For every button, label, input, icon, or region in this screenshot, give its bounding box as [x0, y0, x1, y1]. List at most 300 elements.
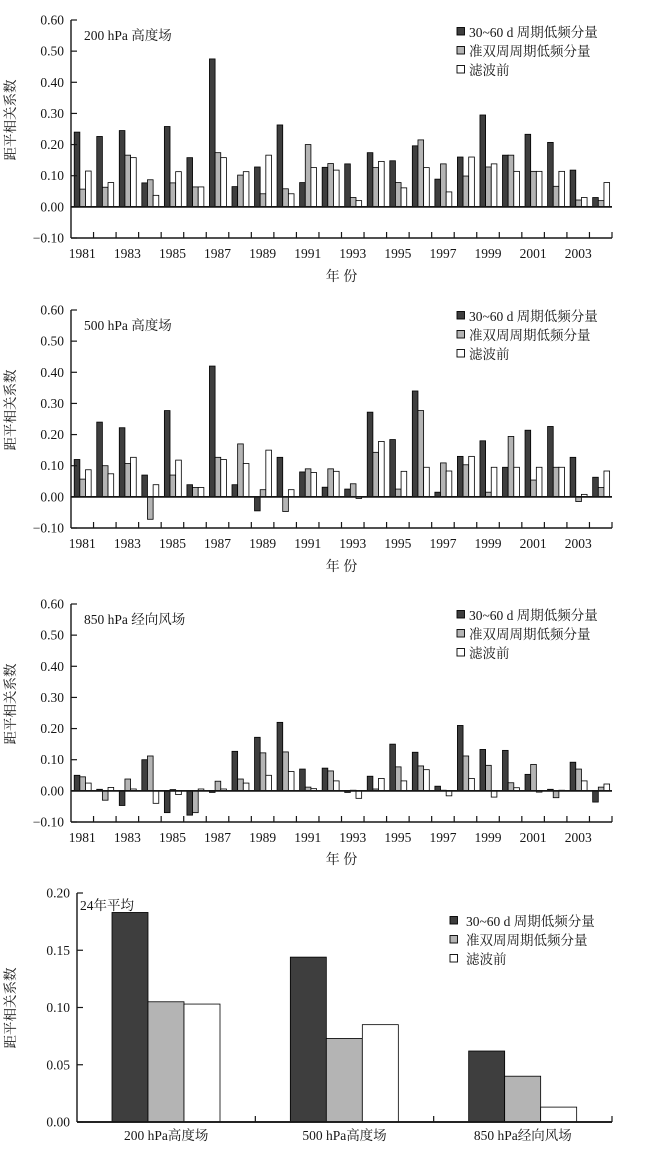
- bar: [153, 791, 159, 803]
- bar: [148, 1002, 184, 1122]
- bar: [491, 467, 497, 497]
- legend-swatch-icon: [457, 350, 465, 358]
- bar: [570, 170, 576, 207]
- bar: [395, 183, 401, 207]
- chart-panel-24yr-average: [0, 870, 656, 1159]
- bar: [446, 192, 452, 207]
- bar: [215, 153, 221, 207]
- chart-panel-850hpa-meridional-wind-field: [0, 580, 656, 870]
- bar: [311, 473, 317, 497]
- bar: [525, 134, 531, 207]
- x-tick-label: 1995: [384, 536, 412, 551]
- bar: [424, 467, 430, 497]
- bar: [125, 464, 131, 497]
- y-tick-label: 0.20: [40, 137, 64, 153]
- x-tick-label: 200 hPa高度场: [123, 1128, 209, 1143]
- legend-swatch-icon: [457, 28, 465, 36]
- y-tick-label: −0.10: [32, 814, 64, 830]
- chart-title: 200 hPa 高度场: [84, 28, 172, 43]
- bar: [593, 198, 599, 207]
- bar: [553, 186, 559, 207]
- chart-200hpa-height-field: [0, 0, 656, 290]
- bar: [379, 161, 385, 206]
- bar: [424, 168, 430, 207]
- bar: [97, 136, 103, 206]
- bar: [401, 781, 407, 791]
- bar: [232, 751, 238, 791]
- bar: [243, 464, 249, 497]
- bar: [193, 791, 199, 813]
- bar: [356, 791, 362, 798]
- bar: [147, 756, 153, 791]
- bar: [283, 497, 289, 512]
- y-tick-label: 0.00: [40, 489, 64, 505]
- y-tick-label: −0.10: [32, 520, 64, 536]
- bar: [266, 155, 272, 207]
- x-axis-label: 年 份: [325, 560, 358, 575]
- x-tick-label: 2001: [519, 830, 547, 845]
- bar: [142, 183, 148, 207]
- bar: [390, 744, 396, 791]
- bar: [486, 167, 492, 207]
- x-tick-label: 2003: [564, 830, 592, 845]
- y-tick-label: 0.40: [40, 658, 64, 674]
- bar: [243, 783, 249, 791]
- bar: [221, 158, 227, 207]
- x-tick-label: 1999: [474, 536, 502, 551]
- bar: [333, 471, 339, 497]
- y-tick-label: 0.00: [40, 783, 64, 799]
- bar: [300, 472, 306, 497]
- bar: [362, 1025, 398, 1122]
- bar: [367, 412, 373, 497]
- legend-label: 30~60 d 周期低频分量: [466, 914, 595, 929]
- bar: [548, 142, 554, 206]
- bar: [576, 200, 582, 207]
- bar: [277, 722, 283, 791]
- x-tick-label: 1987: [204, 246, 232, 261]
- bar: [198, 187, 204, 207]
- legend-label: 准双周周期低频分量: [469, 328, 591, 343]
- bar: [102, 791, 108, 800]
- bars: [74, 722, 609, 815]
- bar: [255, 497, 261, 511]
- y-tick-label: 0.10: [40, 168, 64, 184]
- x-tick-label: 1995: [384, 830, 412, 845]
- bar: [209, 366, 215, 497]
- legend-label: 30~60 d 周期低频分量: [469, 25, 598, 40]
- bar: [300, 769, 306, 791]
- y-tick-label: 0.20: [40, 427, 64, 443]
- bar: [441, 463, 447, 497]
- bar: [553, 467, 559, 497]
- bar: [418, 140, 424, 207]
- bar: [333, 781, 339, 791]
- x-axis: [69, 232, 612, 261]
- bar: [502, 155, 508, 207]
- bar: [215, 781, 221, 791]
- bar: [570, 457, 576, 497]
- bar: [486, 765, 492, 791]
- x-tick-label: 2003: [564, 246, 592, 261]
- bar: [86, 171, 92, 207]
- legend-label: 准双周周期低频分量: [469, 44, 591, 59]
- bar: [80, 479, 86, 497]
- bar: [255, 737, 261, 791]
- bar: [288, 194, 294, 207]
- bar: [108, 183, 114, 207]
- bar: [74, 132, 80, 207]
- legend-swatch-icon: [457, 47, 465, 55]
- bar: [424, 770, 430, 791]
- bar: [193, 488, 199, 497]
- legend-swatch-icon: [457, 312, 465, 320]
- bar: [215, 457, 221, 497]
- y-tick-label: 0.30: [40, 689, 64, 705]
- bar: [491, 164, 497, 207]
- bar: [232, 485, 238, 497]
- bar: [311, 168, 317, 207]
- bar: [395, 767, 401, 791]
- bar: [373, 452, 379, 497]
- bar: [322, 487, 328, 497]
- bar: [102, 187, 108, 207]
- x-tick-label: 2001: [519, 536, 547, 551]
- chart-24yr-average: [0, 870, 656, 1159]
- y-tick-label: 0.10: [46, 1000, 70, 1015]
- bar: [333, 170, 339, 207]
- bar: [147, 497, 153, 519]
- bar: [469, 778, 475, 790]
- x-tick-label: 1991: [294, 830, 322, 845]
- bar: [508, 436, 514, 496]
- bar: [469, 157, 475, 207]
- bar: [170, 475, 176, 497]
- bar: [80, 777, 86, 791]
- bar: [86, 470, 92, 497]
- bar: [412, 391, 418, 497]
- bar: [463, 176, 469, 207]
- bar: [508, 155, 514, 207]
- y-tick-label: 0.05: [46, 1057, 70, 1073]
- x-tick-label: 1997: [429, 536, 457, 551]
- legend: [457, 608, 598, 661]
- bar: [266, 775, 272, 791]
- bar: [373, 168, 379, 207]
- bar: [446, 471, 452, 497]
- x-tick-label: 1985: [158, 536, 186, 551]
- x-tick-label: 1995: [384, 246, 412, 261]
- bar: [326, 1038, 362, 1122]
- x-tick-label: 1989: [249, 246, 277, 261]
- y-tick-label: 0.00: [40, 199, 64, 215]
- bar: [198, 488, 204, 497]
- bar: [531, 171, 537, 207]
- y-tick-label: 0.40: [40, 364, 64, 380]
- bar: [277, 457, 283, 497]
- bar: [541, 1107, 577, 1122]
- bar: [277, 125, 283, 207]
- y-axis: [33, 597, 77, 830]
- legend-label: 滤波前: [466, 952, 507, 967]
- bar: [367, 776, 373, 791]
- y-axis: [33, 303, 77, 536]
- bar: [260, 490, 266, 497]
- bar: [536, 467, 542, 497]
- legend-label: 30~60 d 周期低频分量: [469, 309, 598, 324]
- bar: [164, 127, 170, 207]
- y-tick-label: 0.20: [46, 885, 70, 901]
- bar: [401, 471, 407, 497]
- bar: [525, 774, 531, 791]
- bar: [266, 450, 272, 497]
- bar: [328, 469, 334, 497]
- bar: [570, 762, 576, 791]
- bar: [576, 769, 582, 791]
- bar: [553, 791, 559, 798]
- chart-title: 500 hPa 高度场: [84, 318, 172, 333]
- bar: [187, 485, 193, 497]
- bar: [209, 59, 215, 207]
- bar: [300, 183, 306, 207]
- bar: [176, 460, 182, 497]
- y-axis-label: 距平相关系数: [3, 79, 18, 161]
- x-tick-label: 1989: [249, 536, 277, 551]
- bar: [536, 171, 542, 207]
- bar: [74, 459, 80, 496]
- y-tick-label: 0.60: [40, 302, 64, 318]
- bar: [255, 167, 261, 207]
- bar: [457, 157, 463, 207]
- bar: [505, 1076, 541, 1122]
- legend-swatch-icon: [457, 630, 465, 638]
- legend: [457, 309, 598, 362]
- bar: [125, 155, 131, 207]
- x-tick-label: 500 hPa高度场: [302, 1128, 387, 1143]
- y-tick-label: 0.60: [40, 596, 64, 612]
- bar: [142, 475, 148, 497]
- bar: [119, 131, 125, 207]
- bar: [412, 752, 418, 791]
- y-tick-label: 0.50: [40, 627, 64, 643]
- bar: [502, 467, 508, 497]
- bar: [131, 158, 137, 207]
- y-tick-label: 0.30: [40, 105, 64, 121]
- bar: [142, 760, 148, 791]
- chart-500hpa-height-field: [0, 290, 656, 580]
- legend-swatch-icon: [457, 66, 465, 74]
- bar: [112, 912, 148, 1122]
- bar: [260, 753, 266, 791]
- bar: [119, 428, 125, 497]
- bar: [401, 188, 407, 207]
- bar: [243, 172, 249, 207]
- legend-label: 滤波前: [469, 646, 510, 661]
- bar: [102, 466, 108, 497]
- y-axis-label: 距平相关系数: [3, 663, 18, 745]
- bar: [412, 146, 418, 207]
- x-axis-label: 年 份: [325, 270, 358, 285]
- bar: [345, 489, 351, 497]
- x-tick-label: 1999: [474, 246, 502, 261]
- bars: [74, 59, 609, 207]
- bar: [221, 459, 227, 496]
- legend: [450, 914, 595, 967]
- bar: [350, 484, 356, 497]
- bar: [119, 791, 125, 806]
- bar: [604, 183, 610, 207]
- bar: [193, 187, 199, 207]
- x-tick-label: 2003: [564, 536, 592, 551]
- bar: [418, 766, 424, 791]
- bar: [480, 441, 486, 497]
- bar: [322, 167, 328, 207]
- x-tick-label: 1987: [204, 830, 232, 845]
- bar: [457, 725, 463, 790]
- y-tick-label: 0.00: [46, 1114, 70, 1130]
- bar: [469, 456, 475, 496]
- bar: [164, 791, 170, 813]
- bar: [283, 752, 289, 791]
- x-axis: [69, 816, 612, 845]
- chart-850hpa-meridional-wind-field: [0, 580, 656, 870]
- x-tick-label: 1991: [294, 536, 322, 551]
- x-tick-label: 1981: [68, 246, 96, 261]
- legend-label: 准双周周期低频分量: [469, 627, 591, 642]
- bar: [288, 490, 294, 497]
- bar: [74, 775, 80, 791]
- bar: [457, 456, 463, 496]
- bar: [153, 195, 159, 207]
- bar: [390, 440, 396, 497]
- legend-label: 滤波前: [469, 63, 510, 78]
- x-axis-label: 年 份: [325, 853, 358, 868]
- bar: [480, 749, 486, 790]
- bar: [238, 175, 244, 207]
- y-axis-label: 距平相关系数: [3, 967, 18, 1049]
- x-axis: [69, 522, 612, 551]
- bar: [260, 194, 266, 207]
- legend-swatch-icon: [450, 917, 458, 925]
- bar: [441, 164, 447, 207]
- x-tick-label: 1993: [339, 830, 367, 845]
- x-tick-label: 1983: [113, 830, 141, 845]
- bar: [559, 467, 565, 497]
- bar: [379, 778, 385, 790]
- bar: [367, 153, 373, 207]
- bar: [502, 750, 508, 790]
- bar: [593, 477, 599, 497]
- bar: [153, 485, 159, 497]
- x-tick-label: 1997: [429, 246, 457, 261]
- bar: [395, 489, 401, 497]
- bar: [328, 771, 334, 791]
- bar: [463, 465, 469, 497]
- bar: [514, 467, 520, 497]
- legend-swatch-icon: [457, 611, 465, 619]
- bar: [581, 198, 587, 207]
- y-tick-label: −0.10: [32, 230, 64, 246]
- bar: [86, 783, 92, 791]
- bar: [598, 201, 604, 207]
- legend-swatch-icon: [457, 331, 465, 339]
- bar: [548, 426, 554, 496]
- bar: [283, 189, 289, 207]
- legend: [457, 25, 598, 78]
- bar: [80, 189, 86, 207]
- legend-label: 滤波前: [469, 347, 510, 362]
- x-tick-label: 1989: [249, 830, 277, 845]
- y-axis-label: 距平相关系数: [3, 369, 18, 451]
- x-tick-label: 1985: [158, 830, 186, 845]
- bar: [581, 781, 587, 791]
- legend-swatch-icon: [457, 649, 465, 657]
- bar: [97, 422, 103, 497]
- chart-panel-500hpa-height-field: [0, 290, 656, 580]
- x-tick-label: 1983: [113, 246, 141, 261]
- legend-label: 30~60 d 周期低频分量: [469, 608, 598, 623]
- bar: [187, 158, 193, 207]
- x-tick-label: 850 hPa经向风场: [473, 1128, 572, 1143]
- y-axis: [33, 13, 77, 246]
- bar: [418, 411, 424, 497]
- y-tick-label: 0.10: [40, 458, 64, 474]
- bar: [531, 764, 537, 790]
- x-tick-label: 2001: [519, 246, 547, 261]
- y-tick-label: 0.40: [40, 74, 64, 90]
- legend-swatch-icon: [450, 936, 458, 944]
- chart-panel-200hpa-height-field: [0, 0, 656, 290]
- bar: [379, 441, 385, 496]
- bar: [350, 198, 356, 207]
- bar: [232, 187, 238, 207]
- bar: [328, 164, 334, 207]
- chart-title: 850 hPa 经向风场: [84, 612, 186, 627]
- bar: [322, 768, 328, 791]
- x-tick-label: 1981: [68, 830, 96, 845]
- x-tick-label: 1985: [158, 246, 186, 261]
- bar: [108, 474, 114, 497]
- bar: [170, 183, 176, 207]
- legend-swatch-icon: [450, 955, 458, 963]
- chart-title: 24年平均: [80, 898, 134, 913]
- bar: [593, 791, 599, 802]
- bar: [305, 469, 311, 497]
- bar: [480, 115, 486, 207]
- bar: [184, 1004, 220, 1122]
- x-tick-label: 1999: [474, 830, 502, 845]
- bar: [514, 171, 520, 207]
- x-tick-label: 1981: [68, 536, 96, 551]
- bar: [390, 161, 396, 207]
- x-tick-label: 1993: [339, 536, 367, 551]
- y-tick-label: 0.60: [40, 12, 64, 28]
- y-tick-label: 0.20: [40, 721, 64, 737]
- bar: [508, 783, 514, 791]
- bar: [147, 180, 153, 207]
- bar: [164, 411, 170, 497]
- bar: [531, 480, 537, 497]
- y-tick-label: 0.50: [40, 333, 64, 349]
- bar: [356, 201, 362, 207]
- bar: [491, 791, 497, 797]
- y-tick-label: 0.50: [40, 43, 64, 59]
- bar: [290, 957, 326, 1122]
- x-tick-label: 1987: [204, 536, 232, 551]
- bar: [345, 164, 351, 207]
- y-tick-label: 0.30: [40, 395, 64, 411]
- x-tick-label: 1997: [429, 830, 457, 845]
